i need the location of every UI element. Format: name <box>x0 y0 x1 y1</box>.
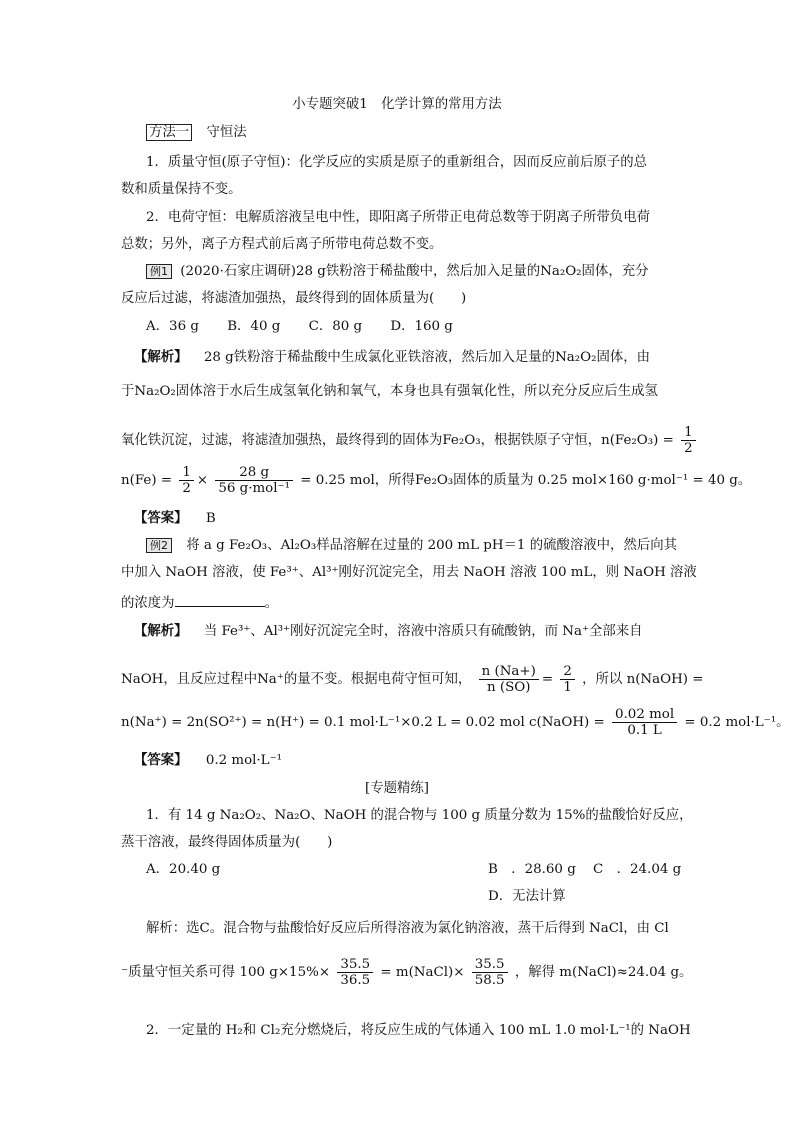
fraction-ion-ratio <box>479 664 539 695</box>
practice-q1-analysis-line-2 <box>121 957 692 988</box>
analysis-text: = 0.2 mol·L⁻¹。 <box>684 715 790 730</box>
method-heading <box>146 124 247 142</box>
answer-value: 0.2 mol·L⁻¹ <box>205 753 283 768</box>
example-2-line-2: 中加入 NaOH 溶液，使 Fe³⁺、Al³⁺刚好沉淀完全，用去 NaOH 溶液 100 mL，则 NaOH 溶液 <box>121 565 697 580</box>
practice-heading: [专题精练] <box>364 781 429 796</box>
fraction-numerator: 0.02 mol <box>612 707 677 723</box>
fraction-denominator: n (SO) <box>486 680 531 695</box>
example-1-line-1 <box>146 263 649 281</box>
analysis-text: n(Fe) = <box>121 473 173 488</box>
fraction-numerator: 35.5 <box>472 957 508 973</box>
fraction-denominator: 2 <box>684 441 693 456</box>
option-d: D．160 g <box>390 319 453 334</box>
option-b: B．40 g <box>227 319 281 334</box>
fraction-cl-ratio-2 <box>472 957 508 988</box>
example-1-analysis-line-4 <box>121 465 751 496</box>
fraction-half <box>681 425 696 456</box>
practice-q2-line-1: 2．一定量的 H₂和 Cl₂充分燃烧后，将反应生成的气体通入 100 mL 1.0 mol·L⁻¹的 NaOH <box>146 1023 691 1038</box>
example-1-text-1: 28 g铁粉溶于稀盐酸中，然后加入足量的Na₂O₂固体，充分 <box>296 264 649 279</box>
example-2-tag: 例2 <box>146 538 172 553</box>
method-label: 方法一 <box>146 124 192 141</box>
analysis-text: 28 g铁粉溶于稀盐酸中生成氯化亚铁溶液，然后加入足量的Na₂O₂固体，由 <box>203 350 651 365</box>
practice-option-b: B ．28.60 g <box>488 862 576 877</box>
option-a: A．36 g <box>146 319 199 334</box>
fraction-denominator: 2 <box>182 481 191 496</box>
example-2-line-3 <box>121 592 278 613</box>
fraction-numerator: 2 <box>560 664 575 680</box>
example-2-analysis-line-3 <box>121 707 789 738</box>
analysis-text: = m(NaCl)× <box>380 965 465 980</box>
period: 。 <box>264 596 278 611</box>
example-1-answer <box>134 510 216 528</box>
answer-label: 【答案】 <box>134 753 188 768</box>
analysis-text: ⁻质量守恒关系可得 100 g×15%× <box>121 965 331 980</box>
answer-value: B <box>205 511 216 526</box>
practice-option-a: A．20.40 g <box>146 862 221 877</box>
point-2-line-1: 2．电荷守恒：电解质溶液呈电中性，即阳离子所带正电荷总数等于阴离子所带负电荷 <box>146 210 650 225</box>
practice-option-c: C ．24.04 g <box>593 862 682 877</box>
fraction-cl-ratio-1 <box>337 957 373 988</box>
analysis-text: 氧化铁沉淀，过滤，将滤渣加强热，最终得到的固体为Fe₂O₃，根据铁原子守恒，n(Fe₂O₃) = <box>121 433 674 448</box>
fraction-denominator: 0.1 L <box>627 723 662 738</box>
fraction-denominator: 1 <box>563 680 572 695</box>
fraction-denominator: 56 g·mol⁻¹ <box>218 481 290 496</box>
fraction-numerator: 35.5 <box>337 957 373 973</box>
point-1-line-1: 1．质量守恒(原子守恒)：化学反应的实质是原子的重新组合，因而反应前后原子的总 <box>146 155 648 170</box>
example-1-source: (2020·石家庄调研) <box>180 264 297 279</box>
fraction-numerator: n (Na+) <box>479 664 539 680</box>
point-2-line-2: 总数；另外，离子方程式前后离子所带电荷总数不变。 <box>121 237 443 252</box>
times-sign: × <box>196 473 209 488</box>
example-2-analysis-line-1 <box>134 623 643 641</box>
analysis-label: 【解析】 <box>134 350 188 365</box>
fraction-numerator: 28 g <box>215 465 293 481</box>
example-1-analysis-line-2: 于Na₂O₂固体溶于水后生成氢氧化钠和氧气，本身也具有强氧化性，所以充分反应后生成氢 <box>121 384 658 399</box>
answer-label: 【答案】 <box>134 511 188 526</box>
analysis-text: ，解得 m(NaCl)≈24.04 g。 <box>514 965 693 980</box>
page-title: 小专题突破1 化学计算的常用方法 <box>292 97 502 112</box>
fraction-denominator: 58.5 <box>474 973 505 988</box>
equals-sign: = <box>541 672 554 687</box>
analysis-text: = 0.25 mol，所得Fe₂O₃固体的质量为 0.25 mol×160 g·mol⁻¹ = 40 g。 <box>300 473 752 488</box>
method-name: 守恒法 <box>206 125 247 140</box>
example-1-options <box>146 318 453 336</box>
fraction-numerator: 1 <box>681 425 696 441</box>
practice-q1-line-1: 1．有 14 g Na₂O₂、Na₂O、NaOH 的混合物与 100 g 质量分数为 15%的盐酸恰好反应， <box>146 808 693 823</box>
fraction-two-over-one <box>560 664 575 695</box>
fraction-half <box>179 465 194 496</box>
answer-blank[interactable] <box>175 592 265 607</box>
practice-q1-analysis-line-1: 解析：选C。混合物与盐酸恰好反应后所得溶液为氯化钠溶液，蒸干后得到 NaCl，由 Cl <box>146 921 669 936</box>
fraction-numerator: 1 <box>179 465 194 481</box>
analysis-text: n(Na⁺) = 2n(SO²⁺) = n(H⁺) = 0.1 mol·L⁻¹×0.2 L = 0.02 mol c(NaOH) = <box>121 715 605 730</box>
example-2-line-1 <box>146 537 677 555</box>
analysis-text: ，所以 n(NaOH) = <box>582 672 704 687</box>
example-1-tag: 例1 <box>146 264 172 279</box>
fraction-concentration <box>612 707 677 738</box>
analysis-label: 【解析】 <box>134 624 188 639</box>
analysis-text: NaOH，且反应过程中Na⁺的量不变。根据电荷守恒可知， <box>121 672 472 687</box>
example-2-answer <box>134 752 282 770</box>
example-1-line-2: 反应后过滤，将滤渣加强热，最终得到的固体质量为( ) <box>121 291 467 306</box>
practice-q1-line-2: 蒸干溶液，最终得固体质量为( ) <box>121 835 333 850</box>
example-2-text-3: 的浓度为 <box>121 596 175 611</box>
example-2-analysis-line-2 <box>121 664 703 695</box>
point-1-line-2: 数和质量保持不变。 <box>121 182 242 197</box>
practice-option-d: D．无法计算 <box>488 889 566 904</box>
analysis-text: 当 Fe³⁺、Al³⁺刚好沉淀完全时，溶液中溶质只有硫酸钠，而 Na⁺全部来自 <box>203 624 643 639</box>
example-1-analysis-line-1 <box>134 349 650 367</box>
fraction-mass-over-molar-mass <box>215 465 293 496</box>
example-2-text-1: 将 a g Fe₂O₃、Al₂O₃样品溶解在过量的 200 mL pH＝1 的硫酸溶液中，然后向其 <box>186 538 677 553</box>
example-1-analysis-line-3 <box>121 425 699 456</box>
option-c: C．80 g <box>308 319 363 334</box>
fraction-denominator: 36.5 <box>340 973 371 988</box>
